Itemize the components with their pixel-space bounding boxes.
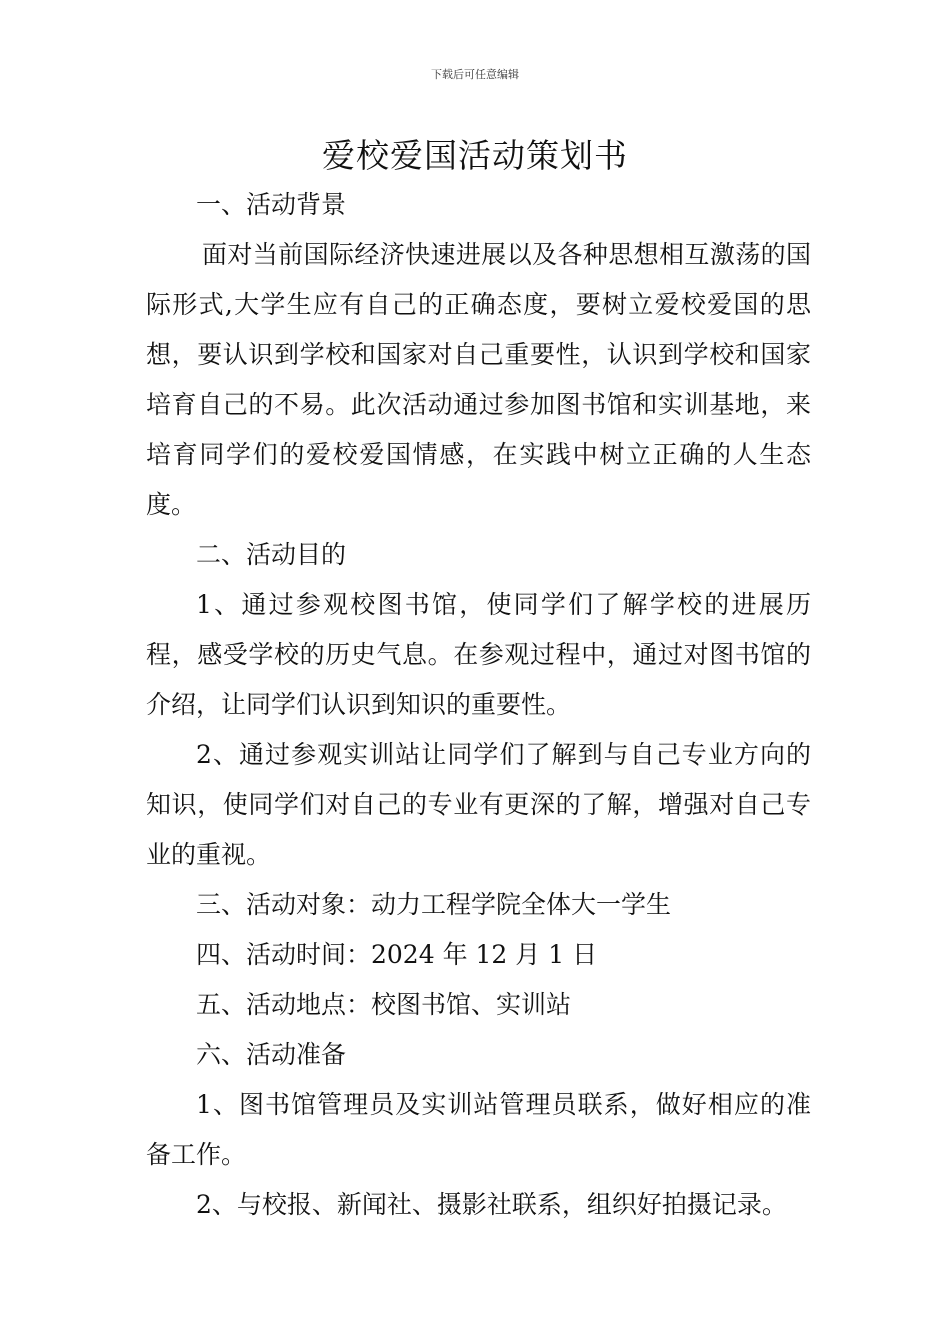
section-time: 四、活动时间：2024 年 12 月 1 日 [196, 940, 598, 969]
purpose-item-2: 2、通过参观实训站让同学们了解到与自己专业方向的知识，使同学们对自己的专业有更深的了解，增强对自己专业的重视。 [146, 740, 811, 869]
document-body [146, 180, 811, 1230]
section-heading-preparation: 六、活动准备 [196, 1040, 347, 1069]
header-note: 下载后可任意编辑 [431, 68, 519, 81]
section-target: 三、活动对象：动力工程学院全体大一学生 [196, 890, 672, 919]
preparation-item-2: 2、与校报、新闻社、摄影社联系，组织好拍摄记录。 [196, 1190, 787, 1219]
purpose-item-1: 1、通过参观校图书馆，使同学们了解学校的进展历程，感受学校的历史气息。在参观过程中，通过对图书馆的介绍，让同学们认识到知识的重要性。 [146, 590, 811, 719]
section-location: 五、活动地点：校图书馆、实训站 [196, 990, 572, 1019]
background-paragraph: 面对当前国际经济快速进展以及各种思想相互激荡的国际形式,大学生应有自己的正确态度，要树立爱校爱国的思想，要认识到学校和国家对自己重要性，认识到学校和国家培育自己的不易。此次活动通过参加图书馆和实训基地，来培育同学们的爱校爱国情感，在实践中树立正确的人生态度。 [146, 240, 811, 519]
preparation-item-1: 1、图书馆管理员及实训站管理员联系，做好相应的准备工作。 [146, 1090, 811, 1169]
document-title: 爱校爱国活动策划书 [322, 136, 628, 175]
section-heading-background: 一、活动背景 [196, 190, 347, 219]
section-heading-purpose: 二、活动目的 [196, 540, 347, 569]
